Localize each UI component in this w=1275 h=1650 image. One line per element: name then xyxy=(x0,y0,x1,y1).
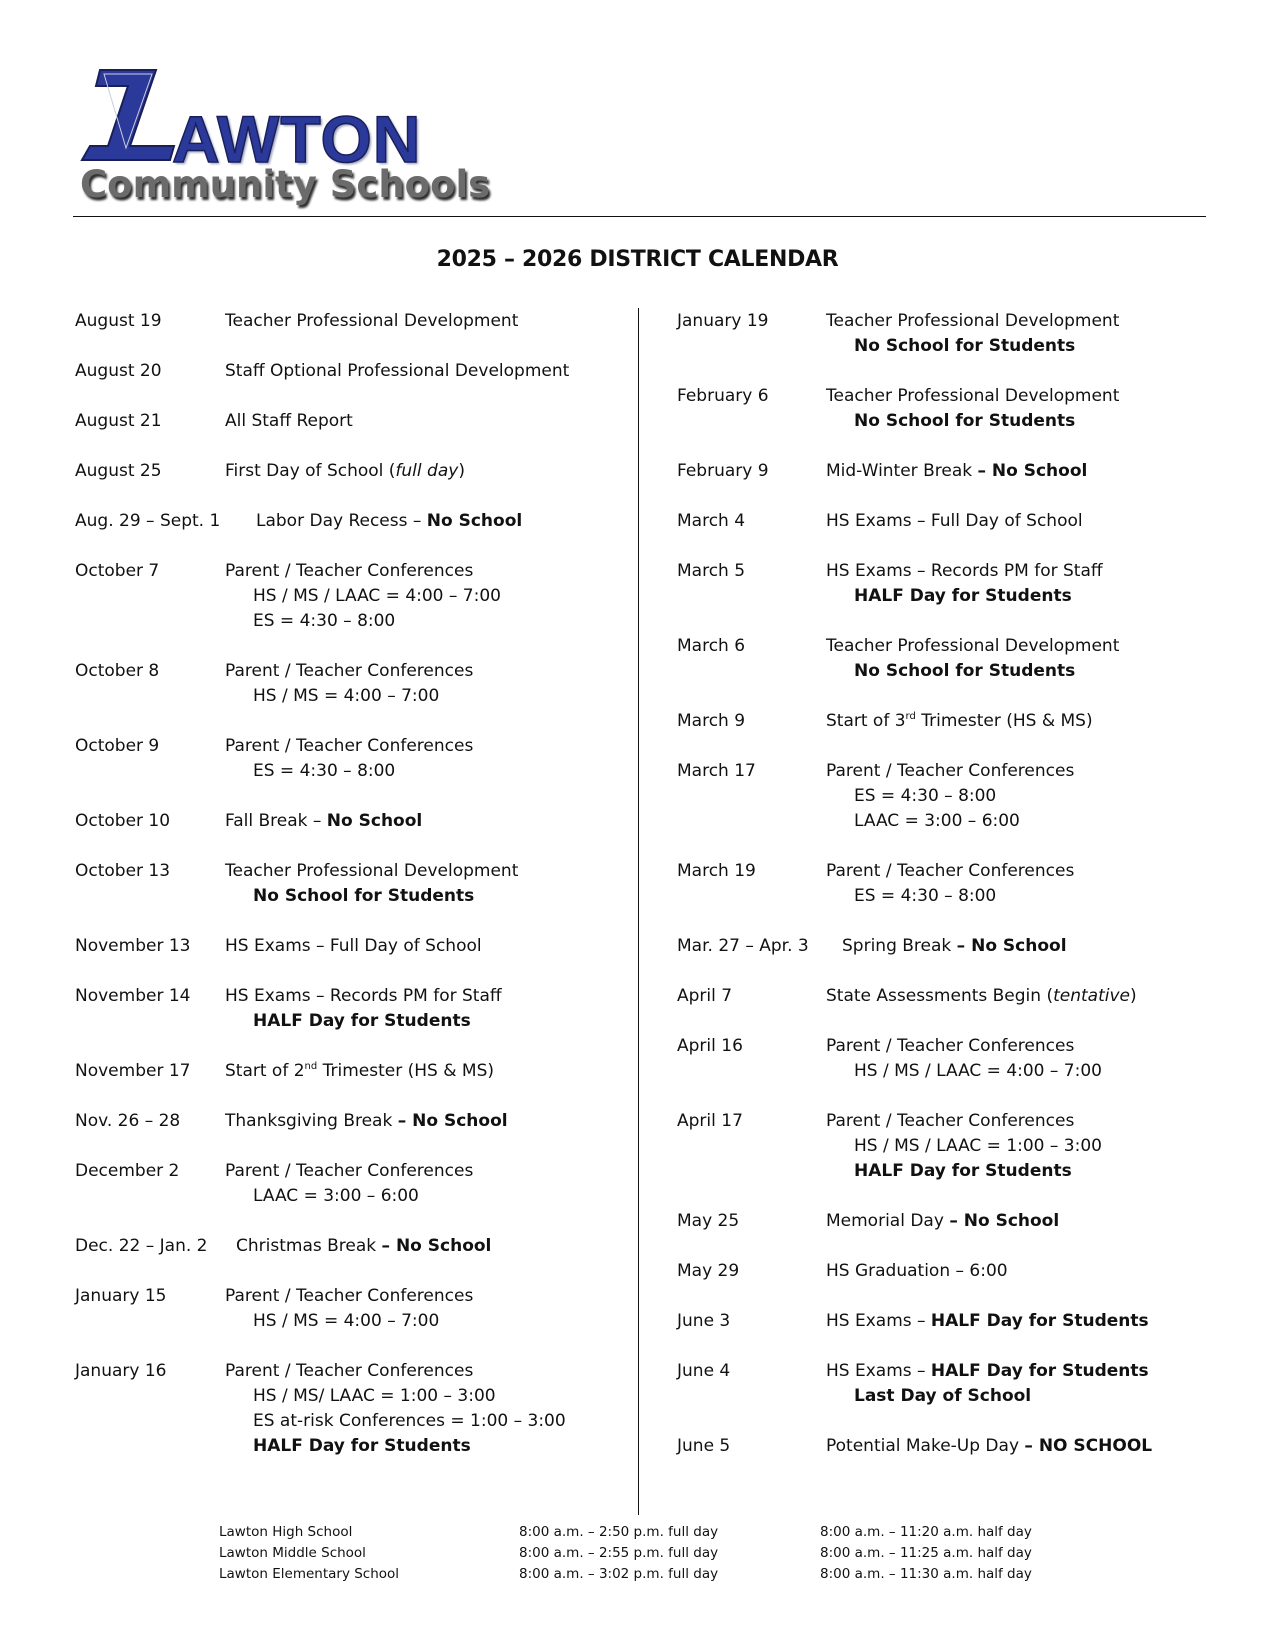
bold-status: HALF Day for Students xyxy=(253,1436,471,1456)
entry-description xyxy=(826,759,1074,834)
entry-detail xyxy=(225,1009,502,1034)
entry-title xyxy=(842,934,1067,959)
entry-date: October 9 xyxy=(75,736,160,756)
entry-description xyxy=(842,934,1067,959)
entry-date: January 16 xyxy=(75,1361,167,1381)
text: HS Exams – xyxy=(826,1361,931,1381)
entry-detail xyxy=(225,584,501,609)
entry-title xyxy=(826,384,1119,409)
bold-status: – No School xyxy=(956,936,1067,956)
entry-date: August 20 xyxy=(75,361,162,381)
entry-date: October 8 xyxy=(75,661,160,681)
entry-description xyxy=(826,1309,1149,1334)
entry-title xyxy=(225,1059,494,1084)
bold-status: No School for Students xyxy=(854,411,1076,431)
text: Thanksgiving Break xyxy=(225,1111,398,1131)
entry-detail xyxy=(225,1384,566,1409)
entry-title xyxy=(826,634,1119,659)
entry-description xyxy=(225,1059,494,1084)
entry-detail xyxy=(826,584,1103,609)
entry-description xyxy=(225,859,518,909)
entry-date: May 25 xyxy=(677,1211,740,1231)
entry-description xyxy=(225,1159,473,1209)
entry-date: March 4 xyxy=(677,511,746,531)
entry-date: June 3 xyxy=(677,1311,731,1331)
text: HS Exams – Full Day of School xyxy=(826,511,1083,531)
entry-date: March 6 xyxy=(677,636,746,656)
bold-status: HALF Day for Students xyxy=(930,1311,1149,1331)
column-divider xyxy=(638,308,639,1515)
text: Parent / Teacher Conferences xyxy=(225,661,474,681)
entry-title xyxy=(826,984,1137,1009)
bold-status: No School for Students xyxy=(854,336,1076,356)
entry-description xyxy=(225,1284,473,1334)
entry-date: January 19 xyxy=(677,311,769,331)
entry-title xyxy=(225,934,482,959)
entry-date: April 7 xyxy=(677,986,733,1006)
bold-status: – No School xyxy=(977,461,1088,481)
text: Parent / Teacher Conferences xyxy=(225,736,474,756)
entry-detail xyxy=(225,1434,566,1459)
text: ) xyxy=(1129,986,1137,1006)
text: HS / MS = 4:00 – 7:00 xyxy=(253,1311,440,1331)
text: ES = 4:30 – 8:00 xyxy=(854,886,997,906)
entry-date: February 6 xyxy=(677,386,769,406)
entry-description xyxy=(826,309,1119,359)
entry-date: November 17 xyxy=(75,1061,191,1081)
text: Potential Make-Up Day xyxy=(826,1436,1025,1456)
entry-date: Dec. 22 – Jan. 2 xyxy=(75,1236,208,1256)
entry-title xyxy=(826,1034,1102,1059)
entry-title xyxy=(225,809,422,834)
entry-description xyxy=(225,984,502,1034)
entry-detail xyxy=(826,1059,1102,1084)
text: Teacher Professional Development xyxy=(826,386,1120,406)
entry-description xyxy=(826,559,1103,609)
entry-date: April 17 xyxy=(677,1111,743,1131)
entry-description xyxy=(826,984,1137,1009)
entry-date: May 29 xyxy=(677,1261,740,1281)
entry-title xyxy=(225,734,473,759)
text: HS Exams – Full Day of School xyxy=(225,936,482,956)
text: Labor Day Recess – xyxy=(256,511,427,531)
bold-status: – NO SCHOOL xyxy=(1024,1436,1153,1456)
entry-description xyxy=(826,1259,1008,1284)
bold-status: – No School xyxy=(381,1236,492,1256)
entry-title xyxy=(826,1109,1102,1134)
entry-detail xyxy=(826,1159,1102,1184)
entry-date: October 13 xyxy=(75,861,171,881)
text: HS Exams – xyxy=(826,1311,931,1331)
text: Teacher Professional Development xyxy=(225,311,519,331)
bold-status: Last Day of School xyxy=(854,1386,1032,1406)
entry-date: November 14 xyxy=(75,986,191,1006)
entry-description xyxy=(826,859,1074,909)
entry-date: Mar. 27 – Apr. 3 xyxy=(677,936,809,956)
text: ES = 4:30 – 8:00 xyxy=(253,761,396,781)
entry-description xyxy=(826,1034,1102,1084)
bold-status: No School for Students xyxy=(854,661,1076,681)
logo-subtitle: Community Schools xyxy=(80,163,491,206)
school-name: Lawton Elementary School xyxy=(219,1566,400,1582)
text: Fall Break – xyxy=(225,811,327,831)
page-title: 2025 – 2026 DISTRICT CALENDAR xyxy=(436,247,839,272)
text: Parent / Teacher Conferences xyxy=(225,1361,474,1381)
text: HS / MS = 4:00 – 7:00 xyxy=(253,686,440,706)
entry-title xyxy=(826,859,1074,884)
text: HS / MS/ LAAC = 1:00 – 3:00 xyxy=(253,1386,496,1406)
entry-title xyxy=(225,359,569,384)
entry-description xyxy=(225,934,482,959)
entry-detail xyxy=(826,884,1074,909)
entry-title xyxy=(225,559,501,584)
bold-status: – No School xyxy=(397,1111,508,1131)
entry-title xyxy=(225,309,518,334)
entry-title xyxy=(225,1284,473,1309)
logo-l-icon xyxy=(74,68,184,163)
text: Trimester (HS & MS) xyxy=(915,711,1093,731)
half-day-hours: 8:00 a.m. – 11:20 a.m. half day xyxy=(820,1524,1032,1540)
entry-description xyxy=(225,409,353,434)
full-day-hours: 8:00 a.m. – 2:50 p.m. full day xyxy=(519,1524,719,1540)
text: Parent / Teacher Conferences xyxy=(225,1161,474,1181)
entry-date: November 13 xyxy=(75,936,191,956)
italic-note: tentative xyxy=(1053,986,1130,1006)
full-day-hours: 8:00 a.m. – 2:55 p.m. full day xyxy=(519,1545,719,1561)
text: First Day of School ( xyxy=(225,461,396,481)
text: Memorial Day xyxy=(826,1211,950,1231)
entry-description xyxy=(826,459,1087,484)
entry-date: August 25 xyxy=(75,461,162,481)
ordinal-suffix: nd xyxy=(304,1061,318,1072)
entry-description xyxy=(225,459,465,484)
bold-status: HALF Day for Students xyxy=(854,586,1072,606)
text: HS Graduation – 6:00 xyxy=(826,1261,1008,1281)
entry-detail xyxy=(225,759,473,784)
bold-status: No School xyxy=(326,811,423,831)
entry-date: October 7 xyxy=(75,561,160,581)
entry-description xyxy=(225,734,473,784)
text: Parent / Teacher Conferences xyxy=(225,561,474,581)
text: State Assessments Begin ( xyxy=(826,986,1054,1006)
text: All Staff Report xyxy=(225,411,353,431)
bold-status: No School for Students xyxy=(253,886,475,906)
entry-date: August 19 xyxy=(75,311,162,331)
entry-description xyxy=(225,559,501,634)
italic-note: full day xyxy=(395,461,459,481)
entry-date: January 15 xyxy=(75,1286,167,1306)
entry-description xyxy=(826,634,1119,684)
entry-description xyxy=(826,1359,1149,1409)
entry-detail xyxy=(225,884,518,909)
entry-description xyxy=(826,1209,1059,1234)
text: ES = 4:30 – 8:00 xyxy=(854,786,997,806)
school-name: Lawton High School xyxy=(219,1524,353,1540)
entry-date: April 16 xyxy=(677,1036,743,1056)
entry-date: Nov. 26 – 28 xyxy=(75,1111,181,1131)
text: HS / MS / LAAC = 4:00 – 7:00 xyxy=(253,586,501,606)
entry-detail xyxy=(225,1184,473,1209)
entry-title xyxy=(826,309,1119,334)
entry-description xyxy=(236,1234,491,1259)
text: Parent / Teacher Conferences xyxy=(225,1286,474,1306)
full-day-hours: 8:00 a.m. – 3:02 p.m. full day xyxy=(519,1566,719,1582)
entry-title xyxy=(826,1209,1059,1234)
entry-date: June 5 xyxy=(677,1436,731,1456)
header-rule xyxy=(73,216,1206,217)
entry-title xyxy=(826,1434,1152,1459)
entry-description xyxy=(826,509,1083,534)
entry-detail xyxy=(225,1409,566,1434)
entry-title xyxy=(826,709,1093,734)
entry-description xyxy=(256,509,522,534)
text: Teacher Professional Development xyxy=(826,311,1120,331)
entry-date: August 21 xyxy=(75,411,162,431)
entry-detail xyxy=(225,684,473,709)
text: Start of 2 xyxy=(225,1061,305,1081)
entry-title xyxy=(826,1359,1149,1384)
entry-title xyxy=(826,509,1083,534)
entry-date: December 2 xyxy=(75,1161,180,1181)
entry-date: March 19 xyxy=(677,861,756,881)
text: HS / MS / LAAC = 4:00 – 7:00 xyxy=(854,1061,1102,1081)
text: HS Exams – Records PM for Staff xyxy=(225,986,502,1006)
text: Trimester (HS & MS) xyxy=(317,1061,494,1081)
text: Parent / Teacher Conferences xyxy=(826,861,1075,881)
school-name: Lawton Middle School xyxy=(219,1545,366,1561)
entry-description xyxy=(225,1359,566,1459)
entry-description xyxy=(225,309,518,334)
entry-detail xyxy=(826,809,1074,834)
entry-description xyxy=(826,709,1093,734)
text: Start of 3 xyxy=(826,711,906,731)
entry-detail xyxy=(225,609,501,634)
text: Teacher Professional Development xyxy=(826,636,1120,656)
entry-description xyxy=(225,1109,508,1134)
district-logo xyxy=(74,68,491,218)
entry-title xyxy=(826,1309,1149,1334)
entry-detail xyxy=(826,334,1119,359)
text: ES at-risk Conferences = 1:00 – 3:00 xyxy=(253,1411,566,1431)
entry-description xyxy=(225,809,422,834)
entry-title xyxy=(225,984,502,1009)
entry-date: Aug. 29 – Sept. 1 xyxy=(75,511,221,531)
half-day-hours: 8:00 a.m. – 11:25 a.m. half day xyxy=(820,1545,1032,1561)
entry-date: June 4 xyxy=(677,1361,731,1381)
text: LAAC = 3:00 – 6:00 xyxy=(253,1186,419,1206)
text: HS Exams – Records PM for Staff xyxy=(826,561,1103,581)
entry-date: February 9 xyxy=(677,461,769,481)
entry-description xyxy=(225,659,473,709)
entry-detail xyxy=(826,409,1119,434)
entry-description xyxy=(826,1434,1152,1459)
text: ES = 4:30 – 8:00 xyxy=(253,611,396,631)
half-day-hours: 8:00 a.m. – 11:30 a.m. half day xyxy=(820,1566,1032,1582)
entry-title xyxy=(826,759,1074,784)
entry-title xyxy=(225,1359,566,1384)
text: ) xyxy=(458,461,465,481)
entry-detail xyxy=(225,1309,473,1334)
entry-description xyxy=(826,384,1119,434)
entry-date: March 17 xyxy=(677,761,756,781)
entry-description xyxy=(826,1109,1102,1184)
entry-date: March 9 xyxy=(677,711,746,731)
entry-title xyxy=(225,1109,508,1134)
text: Parent / Teacher Conferences xyxy=(826,1036,1075,1056)
text: Mid-Winter Break xyxy=(826,461,978,481)
text: Teacher Professional Development xyxy=(225,861,519,881)
bold-status: HALF Day for Students xyxy=(930,1361,1149,1381)
entry-title xyxy=(225,459,465,484)
entry-title xyxy=(826,459,1087,484)
text: Christmas Break xyxy=(236,1236,382,1256)
text: Spring Break xyxy=(842,936,957,956)
entry-title xyxy=(225,659,473,684)
bold-status: – No School xyxy=(949,1211,1060,1231)
bold-status: No School xyxy=(426,511,523,531)
entry-title xyxy=(826,559,1103,584)
entry-date: October 10 xyxy=(75,811,171,831)
entry-detail xyxy=(826,1384,1149,1409)
entry-description xyxy=(225,359,569,384)
text: Parent / Teacher Conferences xyxy=(826,1111,1075,1131)
text: HS / MS / LAAC = 1:00 – 3:00 xyxy=(854,1136,1102,1156)
entry-date: March 5 xyxy=(677,561,746,581)
ordinal-suffix: rd xyxy=(905,711,916,722)
entry-title xyxy=(225,1159,473,1184)
entry-title xyxy=(225,409,353,434)
bold-status: HALF Day for Students xyxy=(253,1011,471,1031)
entry-title xyxy=(256,509,522,534)
entry-title xyxy=(826,1259,1008,1284)
entry-title xyxy=(236,1234,491,1259)
text: LAAC = 3:00 – 6:00 xyxy=(854,811,1020,831)
logo-wordmark: AWTON xyxy=(172,102,422,176)
entry-detail xyxy=(826,659,1119,684)
entry-detail xyxy=(826,1134,1102,1159)
bold-status: HALF Day for Students xyxy=(854,1161,1072,1181)
text: Staff Optional Professional Development xyxy=(225,361,570,381)
text: Parent / Teacher Conferences xyxy=(826,761,1075,781)
entry-title xyxy=(225,859,518,884)
entry-detail xyxy=(826,784,1074,809)
